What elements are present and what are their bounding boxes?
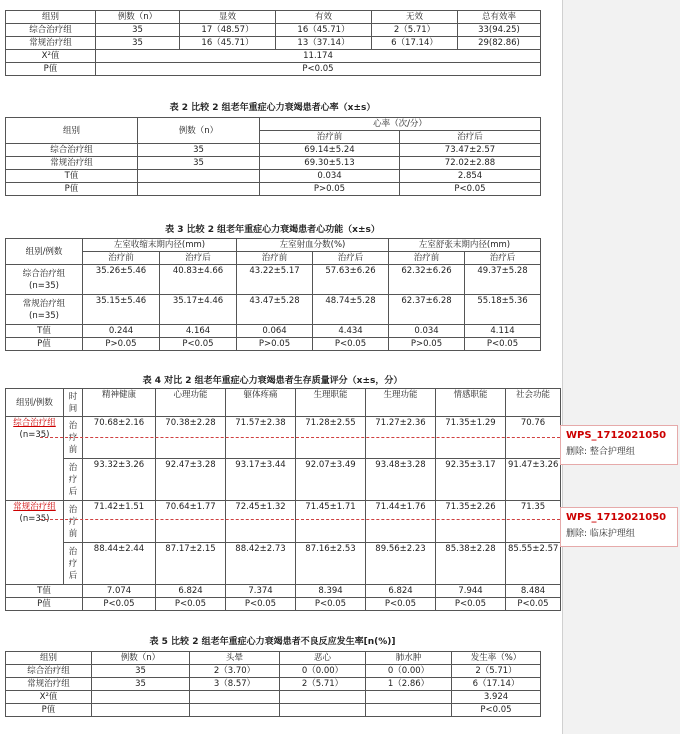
table-2 [5, 117, 541, 196]
comment-text: 删除: 临床护理组 [566, 529, 635, 539]
table-row [6, 678, 541, 691]
header-cell: 时间 [64, 389, 83, 417]
header-cell: 左室舒张末期内径(mm) [389, 239, 541, 252]
cell: 35 [96, 37, 180, 50]
table-row [6, 543, 561, 585]
table-row [6, 50, 541, 63]
cell: 89.56±2.23 [366, 543, 436, 585]
revision-comment[interactable] [560, 425, 678, 465]
table-row [6, 704, 541, 717]
cell: 35.26±5.46 [83, 265, 160, 295]
header-cell: 治疗前 [83, 252, 160, 265]
cell: 治疗后 [64, 543, 83, 585]
cell: 常规治疗组 [6, 37, 96, 50]
header-cell: 恶心 [280, 652, 366, 665]
table-row [6, 585, 561, 598]
cell [6, 417, 64, 501]
cell: 69.14±5.24 [260, 144, 400, 157]
cell: 7.944 [436, 585, 506, 598]
cell: 8.394 [296, 585, 366, 598]
table-row [6, 665, 541, 678]
cell: P<0.05 [156, 598, 226, 611]
cell: 4.114 [465, 325, 541, 338]
cell: 93.17±3.44 [226, 459, 296, 501]
cell: P<0.05 [226, 598, 296, 611]
group-name-inserted: 综合治疗组 [13, 418, 56, 428]
header-cell: 组别/例数 [6, 239, 83, 265]
cell [366, 691, 452, 704]
cell [138, 183, 260, 196]
cell: 69.30±5.13 [260, 157, 400, 170]
cell: P值 [6, 183, 138, 196]
table-row [6, 338, 541, 351]
header-cell: 例数（n） [92, 652, 190, 665]
cell: 综合治疗组 [6, 144, 138, 157]
cell: 6（17.14） [372, 37, 458, 50]
cell: 62.37±6.28 [389, 295, 465, 325]
cell: P<0.05 [296, 598, 366, 611]
cell: T值 [6, 170, 138, 183]
cell: 6.824 [156, 585, 226, 598]
header-cell: 心率（次/分） [260, 118, 541, 131]
cell: 治疗后 [64, 459, 83, 501]
table-5 [5, 651, 541, 717]
cell: 4.434 [313, 325, 389, 338]
cell: P值 [6, 598, 83, 611]
table-3 [5, 238, 541, 351]
header-cell: 治疗前 [260, 131, 400, 144]
cell: 35.15±5.46 [83, 295, 160, 325]
cell [280, 704, 366, 717]
cell [92, 704, 190, 717]
cell: 2（5.71） [372, 24, 458, 37]
cell: 35 [92, 678, 190, 691]
cell: 43.47±5.28 [237, 295, 313, 325]
header-cell: 躯体疼痛 [226, 389, 296, 417]
comment-author: WPS_1712021050 [566, 512, 667, 523]
cell: 71.28±2.55 [296, 417, 366, 459]
revision-comment[interactable] [560, 507, 678, 547]
header-cell: 治疗后 [313, 252, 389, 265]
header-cell: 组别 [6, 11, 96, 24]
cell: 92.35±3.17 [436, 459, 506, 501]
table-row [6, 265, 541, 295]
cell: 常规治疗组 [6, 157, 138, 170]
cell: 常规治疗组 [6, 678, 92, 691]
cell: 71.45±1.71 [296, 501, 366, 543]
cell: 综合治疗组 [6, 24, 96, 37]
cell: 87.16±2.53 [296, 543, 366, 585]
group-name-inserted: 常规治疗组 [13, 502, 56, 512]
header-cell: 显效 [180, 11, 276, 24]
comment-text: 删除: 整合护理组 [566, 447, 635, 457]
cell: 0.244 [83, 325, 160, 338]
revision-pane [562, 0, 680, 734]
cell: 35.17±4.46 [160, 295, 237, 325]
cell: 88.44±2.44 [83, 543, 156, 585]
cell: 91.47±3.26 [506, 459, 561, 501]
cell: 73.47±2.57 [400, 144, 541, 157]
cell: 7.374 [226, 585, 296, 598]
cell: 6.824 [366, 585, 436, 598]
cell [92, 691, 190, 704]
cell: 71.44±1.76 [366, 501, 436, 543]
cell: 85.38±2.28 [436, 543, 506, 585]
cell: P<0.05 [160, 338, 237, 351]
cell [6, 501, 64, 585]
cell: 71.35 [506, 501, 561, 543]
header-cell: 治疗后 [465, 252, 541, 265]
cell: P值 [6, 63, 96, 76]
cell: 16（45.71） [180, 37, 276, 50]
header-cell: 发生率（%） [452, 652, 541, 665]
cell: 4.164 [160, 325, 237, 338]
group-name: 常规治疗组 [22, 298, 66, 309]
cell: P>0.05 [237, 338, 313, 351]
header-cell: 治疗后 [400, 131, 541, 144]
header-cell: 头晕 [190, 652, 280, 665]
cell: 2（5.71） [280, 678, 366, 691]
cell: 2（5.71） [452, 665, 541, 678]
cell: P<0.05 [313, 338, 389, 351]
table-5-caption: 表 5 比较 2 组老年重症心力衰竭患者不良反应发生率[n(%)] [149, 637, 396, 647]
cell: 7.074 [83, 585, 156, 598]
cell: 71.42±1.51 [83, 501, 156, 543]
table-2-caption: 表 2 比较 2 组老年重症心力衰竭患者心率（x±s） [169, 103, 376, 113]
cell: 70.38±2.28 [156, 417, 226, 459]
cell: 71.35±1.29 [436, 417, 506, 459]
cell: P<0.05 [436, 598, 506, 611]
cell: 48.74±5.28 [313, 295, 389, 325]
cell: 40.83±4.66 [160, 265, 237, 295]
header-cell: 肺水肿 [366, 652, 452, 665]
cell: 0（0.00） [280, 665, 366, 678]
cell: 13（37.14） [276, 37, 372, 50]
header-cell: 有效 [276, 11, 372, 24]
cell: 88.42±2.73 [226, 543, 296, 585]
cell: P<0.05 [366, 598, 436, 611]
header-cell: 组别 [6, 652, 92, 665]
table-row [6, 325, 541, 338]
cell: 3（8.57） [190, 678, 280, 691]
cell: 71.27±2.36 [366, 417, 436, 459]
cell: P<0.05 [96, 63, 541, 76]
cell: 35 [138, 144, 260, 157]
cell: 29(82.86) [458, 37, 541, 50]
group-name: 综合治疗组 [22, 268, 66, 279]
table-row [6, 157, 541, 170]
table-row [6, 183, 541, 196]
cell [190, 704, 280, 717]
cell: P>0.05 [83, 338, 160, 351]
cell: 0.064 [237, 325, 313, 338]
table-header-row [6, 11, 541, 24]
group-count: (n=35) [19, 430, 50, 440]
table-header-row [6, 252, 541, 265]
cell: 72.02±2.88 [400, 157, 541, 170]
cell: 33(94.25) [458, 24, 541, 37]
header-cell: 生理职能 [296, 389, 366, 417]
cell: 87.17±2.15 [156, 543, 226, 585]
cell: 49.37±5.28 [465, 265, 541, 295]
cell: T值 [6, 585, 83, 598]
header-cell: 情感职能 [436, 389, 506, 417]
group-count: (n=35) [19, 514, 50, 524]
cell: 治疗前 [64, 417, 83, 459]
comment-connector [40, 519, 560, 520]
cell: 3.924 [452, 691, 541, 704]
cell: 2（3.70） [190, 665, 280, 678]
table-row [6, 501, 561, 543]
cell [190, 691, 280, 704]
header-cell: 无效 [372, 11, 458, 24]
table-row [6, 63, 541, 76]
cell: P值 [6, 704, 92, 717]
cell: P<0.05 [400, 183, 541, 196]
cell: P>0.05 [260, 183, 400, 196]
cell: 35 [138, 157, 260, 170]
cell: 43.22±5.17 [237, 265, 313, 295]
cell: 35 [92, 665, 190, 678]
cell: P<0.05 [465, 338, 541, 351]
header-cell: 例数（n） [138, 118, 260, 144]
cell: 85.55±2.57 [506, 543, 561, 585]
table-4-caption: 表 4 对比 2 组老年重症心力衰竭患者生存质量评分（x±s，分） [142, 376, 403, 386]
group-count: (n=35) [29, 280, 59, 291]
table-header-row [6, 389, 561, 417]
header-cell: 心理功能 [156, 389, 226, 417]
table-row [6, 37, 541, 50]
table-header-row [6, 239, 541, 252]
cell: 2.854 [400, 170, 541, 183]
header-cell: 生理功能 [366, 389, 436, 417]
table-row [6, 459, 561, 501]
cell: 57.63±6.26 [313, 265, 389, 295]
header-cell: 组别/例数 [6, 389, 64, 417]
cell: P>0.05 [389, 338, 465, 351]
cell: 6（17.14） [452, 678, 541, 691]
cell: 35 [96, 24, 180, 37]
cell: 71.57±2.38 [226, 417, 296, 459]
cell: 11.174 [96, 50, 541, 63]
cell: T值 [6, 325, 83, 338]
cell: P值 [6, 338, 83, 351]
header-cell: 例数（n） [96, 11, 180, 24]
table-4 [5, 388, 561, 611]
group-count: (n=35) [29, 310, 59, 321]
cell: 16（45.71） [276, 24, 372, 37]
cell [6, 265, 83, 295]
cell: 0（0.00） [366, 665, 452, 678]
cell: 综合治疗组 [6, 665, 92, 678]
cell [280, 691, 366, 704]
cell: P<0.05 [83, 598, 156, 611]
comment-connector [40, 437, 560, 438]
cell: P<0.05 [452, 704, 541, 717]
header-cell: 治疗前 [237, 252, 313, 265]
cell [138, 170, 260, 183]
cell: 71.35±2.26 [436, 501, 506, 543]
table-row [6, 24, 541, 37]
cell: 70.76 [506, 417, 561, 459]
cell: 93.32±3.26 [83, 459, 156, 501]
cell: 92.07±3.49 [296, 459, 366, 501]
cell: 62.32±6.26 [389, 265, 465, 295]
table-row [6, 295, 541, 325]
cell: 70.64±1.77 [156, 501, 226, 543]
table-3-caption: 表 3 比较 2 组老年重症心力衰竭患者心功能（x±s） [165, 225, 380, 235]
header-cell: 社会功能 [506, 389, 561, 417]
cell: 70.68±2.16 [83, 417, 156, 459]
header-cell: 组别 [6, 118, 138, 144]
cell: X²值 [6, 691, 92, 704]
cell: 0.034 [389, 325, 465, 338]
cell: 1（2.86） [366, 678, 452, 691]
table-header-row [6, 118, 541, 131]
cell: 0.034 [260, 170, 400, 183]
table-row [6, 144, 541, 157]
cell: 17（48.57） [180, 24, 276, 37]
header-cell: 左室射血分数(%) [237, 239, 389, 252]
header-cell: 精神健康 [83, 389, 156, 417]
table-1 [5, 10, 541, 76]
comment-author: WPS_1712021050 [566, 430, 667, 441]
header-cell: 治疗前 [389, 252, 465, 265]
cell: 92.47±3.28 [156, 459, 226, 501]
cell: 72.45±1.32 [226, 501, 296, 543]
header-cell: 总有效率 [458, 11, 541, 24]
table-row [6, 598, 561, 611]
cell: 8.484 [506, 585, 561, 598]
table-header-row [6, 652, 541, 665]
cell: 治疗前 [64, 501, 83, 543]
cell [366, 704, 452, 717]
table-row [6, 691, 541, 704]
cell: 55.18±5.36 [465, 295, 541, 325]
table-row [6, 170, 541, 183]
cell: 93.48±3.28 [366, 459, 436, 501]
header-cell: 治疗后 [160, 252, 237, 265]
cell [6, 295, 83, 325]
header-cell: 左室收缩末期内径(mm) [83, 239, 237, 252]
cell: X²值 [6, 50, 96, 63]
cell: P<0.05 [506, 598, 561, 611]
